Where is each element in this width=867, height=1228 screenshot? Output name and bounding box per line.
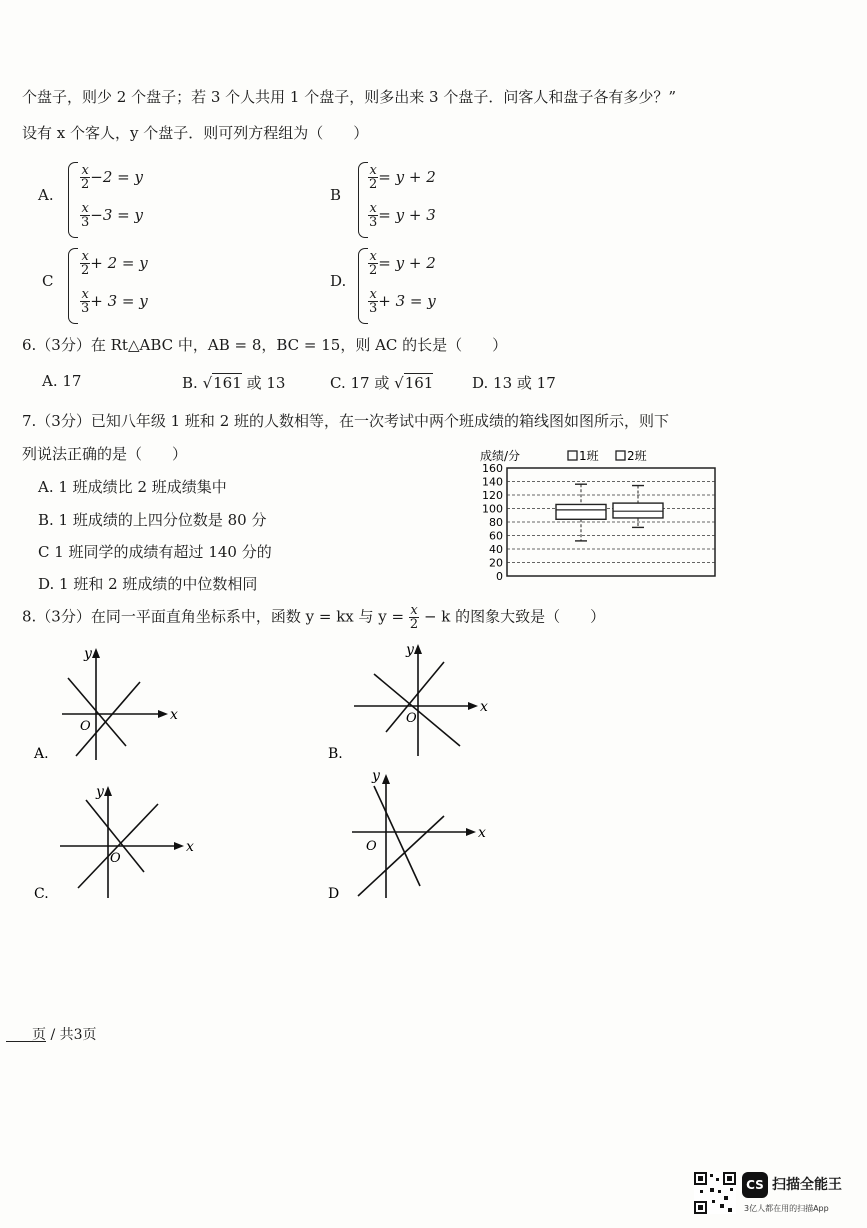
- origin-label: O: [406, 711, 417, 726]
- option-label: C.: [34, 886, 49, 902]
- y-tick-label: 80: [489, 516, 503, 529]
- origin-label: O: [80, 719, 91, 734]
- arrow-icon: [414, 644, 422, 654]
- y-tick-label: 0: [496, 570, 503, 583]
- option-label: D: [328, 886, 340, 902]
- equation-2: $\frac{x}{3}$ + 3 = y: [369, 287, 436, 316]
- arrow-icon: [92, 648, 100, 658]
- y-tick-label: 40: [489, 543, 503, 556]
- boxplot-chart: [476, 446, 721, 586]
- y-tick-label: 160: [482, 462, 503, 475]
- y-tick-label: 100: [482, 502, 503, 516]
- x-label: x: [186, 839, 194, 855]
- q7-option-d[interactable]: D. 1 班和 2 班成绩的中位数相同: [38, 575, 258, 593]
- brace-icon: [358, 162, 368, 238]
- line-1: [68, 678, 126, 746]
- x-label: x: [170, 707, 178, 723]
- q8-graph-d[interactable]: [322, 766, 492, 906]
- brace-icon: [68, 248, 78, 324]
- q7-stem-line2: 列说法正确的是（ ）: [22, 445, 188, 463]
- option-label: B.: [328, 746, 343, 762]
- origin-label: O: [110, 851, 121, 866]
- q6-option-c[interactable]: [330, 372, 433, 393]
- legend-label-2: 2班: [627, 449, 647, 463]
- arrow-icon: [466, 828, 476, 836]
- q8-stem: 8.（3分）在同一平面直角坐标系中，函数 y = kx 与 y = $\frac{x}{2}$ − k 的图象大致是（ ）: [22, 603, 606, 632]
- equation-2: $\frac{x}{3}$ = y + 3: [369, 201, 436, 230]
- brace-icon: [358, 248, 368, 324]
- q6-option-a[interactable]: A. 17: [42, 372, 82, 390]
- equation-1: $\frac{x}{2}$ = y + 2: [369, 249, 436, 278]
- q8-graph-c[interactable]: [30, 780, 200, 908]
- scanner-brand: 扫描全能王: [772, 1177, 842, 1193]
- arrow-icon: [468, 702, 478, 710]
- q7-stem-line1: 7.（3分）已知八年级 1 班和 2 班的人数相等，在一次考试中两个班成绩的箱线图如图所示，则下: [22, 412, 670, 430]
- y-label: y: [84, 646, 92, 662]
- y-label: y: [406, 642, 414, 658]
- iqr-box: [556, 504, 606, 519]
- option-label: B.: [182, 374, 198, 392]
- legend-box-icon: [616, 451, 625, 460]
- stem-prefix: 8.（3分）在同一平面直角坐标系中，函数 y = kx 与 y =: [22, 607, 405, 626]
- q7-option-a[interactable]: A. 1 班成绩比 2 班成绩集中: [38, 478, 227, 496]
- q7-option-b[interactable]: B. 1 班成绩的上四分位数是 80 分: [38, 511, 267, 529]
- equation-2: $\frac{x}{3}$ −3 = y: [81, 201, 143, 230]
- line-1: [374, 674, 460, 746]
- legend-box-icon: [568, 451, 577, 460]
- y-label: y: [96, 784, 104, 800]
- x-label: x: [480, 699, 488, 715]
- radicand: 161: [404, 374, 434, 392]
- y-label: y: [372, 768, 380, 784]
- q6-option-d[interactable]: D. 13 或 17: [472, 374, 556, 392]
- question-continuation-line: 个盘子，则少 2 个盘子；若 3 个人共用 1 个盘子，则多出来 3 个盘子．问客人和盘子各有多少？”: [22, 88, 676, 106]
- line-2: [358, 816, 444, 896]
- origin-label: O: [366, 839, 377, 854]
- x-label: x: [478, 825, 486, 841]
- legend-label-1: 1班: [579, 449, 599, 463]
- option-label: A.: [38, 186, 54, 204]
- arrow-icon: [158, 710, 168, 718]
- tick-labels: [482, 462, 503, 583]
- option-label: D.: [330, 272, 347, 290]
- sqrt-icon: √: [394, 374, 404, 392]
- brace-icon: [68, 162, 78, 238]
- scanner-tagline: 3亿人都在用的扫描App: [744, 1204, 829, 1213]
- page-footer: 页 / 共3页: [32, 1027, 97, 1043]
- option-label: A.: [34, 746, 49, 762]
- y-tick-label: 20: [489, 556, 503, 570]
- arrow-icon: [382, 774, 390, 784]
- chart-ylabel: 成绩/分: [480, 449, 521, 463]
- box-2: [613, 486, 663, 528]
- line-1: [374, 786, 420, 886]
- y-tick-label: 120: [482, 489, 503, 502]
- equation-1: $\frac{x}{2}$ + 2 = y: [81, 249, 148, 278]
- sqrt-icon: √: [202, 374, 213, 392]
- q7-option-c[interactable]: C 1 班同学的成绩有超过 140 分的: [38, 543, 272, 561]
- y-tick-label: 60: [489, 529, 503, 543]
- option-label: B: [330, 186, 342, 204]
- scanner-logo: CS: [742, 1172, 768, 1198]
- option-label: C. 17 或: [330, 374, 390, 392]
- grid-group: [507, 482, 715, 563]
- question-setup-line: 设有 x 个客人，y 个盘子．则可列方程组为（ ）: [22, 124, 369, 142]
- iqr-box: [613, 503, 663, 518]
- q8-graph-a[interactable]: [30, 642, 190, 772]
- arrow-icon: [104, 786, 112, 796]
- qr-code-icon: [694, 1172, 736, 1214]
- equation-1: $\frac{x}{2}$ −2 = y: [81, 163, 143, 192]
- q6-stem: 6.（3分）在 Rt△ABC 中，AB = 8，BC = 15，则 AC 的长是（ ）: [22, 336, 508, 354]
- radicand: 161: [213, 374, 242, 392]
- box-1: [556, 484, 606, 541]
- equation-2: $\frac{x}{3}$ + 3 = y: [81, 287, 148, 316]
- equation-1: $\frac{x}{2}$ = y + 2: [369, 163, 436, 192]
- y-tick-label: 140: [482, 475, 503, 489]
- stem-suffix: − k 的图象大致是（ ）: [423, 607, 606, 626]
- q8-graph-b[interactable]: [322, 640, 492, 770]
- option-suffix: 或 13: [246, 374, 286, 392]
- arrow-icon: [174, 842, 184, 850]
- box-group: [556, 484, 663, 541]
- q6-option-b[interactable]: [182, 372, 285, 393]
- option-label: C: [42, 272, 54, 290]
